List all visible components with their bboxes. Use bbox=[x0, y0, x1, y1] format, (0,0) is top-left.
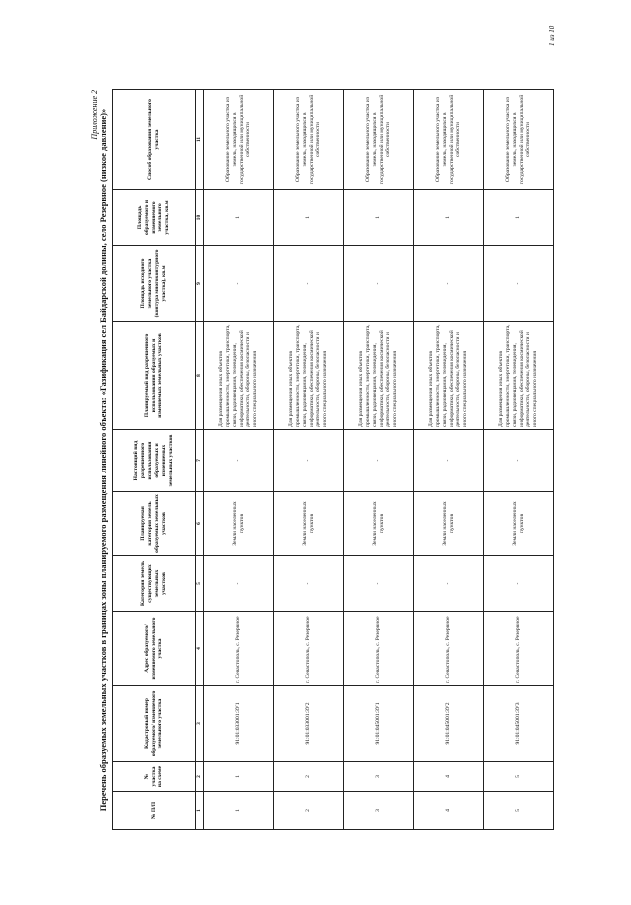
cell-scheme-no: 4 bbox=[414, 762, 484, 792]
column-number: 9 bbox=[196, 246, 204, 322]
column-header: Адрес образуемого/ изменяемого земельного участка bbox=[113, 612, 196, 686]
table-row bbox=[204, 90, 274, 830]
cell-area-new: 1 bbox=[484, 190, 554, 246]
cell-area-new: 1 bbox=[414, 190, 484, 246]
cell-category-planned: Земли населенных пунктов bbox=[344, 492, 414, 556]
cell-address: г. Севастополь, с. Резервное bbox=[274, 612, 344, 686]
cell-use-current: - bbox=[204, 430, 274, 492]
cell-area-new: 1 bbox=[274, 190, 344, 246]
column-header: № участка на схеме bbox=[113, 762, 196, 792]
column-header: Планируемая категория земель образуемых земельных участков bbox=[113, 492, 196, 556]
cell-cadastral: 91:01:045001:ЗУ3 bbox=[484, 686, 554, 762]
table-row bbox=[414, 90, 484, 830]
column-number: 6 bbox=[196, 492, 204, 556]
column-number: 8 bbox=[196, 322, 204, 430]
cell-area-new: 1 bbox=[204, 190, 274, 246]
cell-no: 4 bbox=[414, 792, 484, 830]
column-header: Категория земель существующих земельных участков bbox=[113, 556, 196, 612]
cell-area-source: - bbox=[204, 246, 274, 322]
cell-use-current: - bbox=[274, 430, 344, 492]
cell-no: 3 bbox=[344, 792, 414, 830]
cell-scheme-no: 5 bbox=[484, 762, 554, 792]
cell-category-planned: Земли населенных пунктов bbox=[274, 492, 344, 556]
cell-use-planned: Для размещения иных объектов промышленности, энергетики, транспорта, связи, радиовещания, телевидения, информатики, обеспечения космической деятельности, обороны, безопасности и иного специального назначения bbox=[414, 322, 484, 430]
cell-area-source: - bbox=[344, 246, 414, 322]
rotated-sheet bbox=[90, 90, 539, 830]
cell-address: г. Севастополь, с. Резервное bbox=[414, 612, 484, 686]
cell-use-planned: Для размещения иных объектов промышленности, энергетики, транспорта, связи, радиовещания, телевидения, информатики, обеспечения космической деятельности, обороны, безопасности и иного специального назначения bbox=[204, 322, 274, 430]
cell-category-planned: Земли населенных пунктов bbox=[414, 492, 484, 556]
cell-category-existing: - bbox=[484, 556, 554, 612]
cell-use-current: - bbox=[344, 430, 414, 492]
cell-use-current: - bbox=[484, 430, 554, 492]
table-row bbox=[344, 90, 414, 830]
column-number: 4 bbox=[196, 612, 204, 686]
cell-category-existing: - bbox=[274, 556, 344, 612]
cell-area-source: - bbox=[274, 246, 344, 322]
cell-method: Образование земельного участка из земель, находящихся в государственной или муниципальной собственности bbox=[484, 90, 554, 190]
cell-scheme-no: 1 bbox=[204, 762, 274, 792]
cell-category-planned: Земли населенных пунктов bbox=[204, 492, 274, 556]
page-number: 1 из 10 bbox=[548, 25, 556, 46]
cell-scheme-no: 3 bbox=[344, 762, 414, 792]
cell-no: 2 bbox=[274, 792, 344, 830]
cell-use-planned: Для размещения иных объектов промышленности, энергетики, транспорта, связи, радиовещания, телевидения, информатики, обеспечения космической деятельности, обороны, безопасности и иного специального назначения bbox=[344, 322, 414, 430]
column-number: 11 bbox=[196, 90, 204, 190]
document-title: Перечень образуемых земельных участков в границах зоны планируемого размещения линейного объекта: «Газификация сел Байдарской долины, село Резервное (низкое давление)» bbox=[98, 108, 108, 812]
annex-label: Приложение 2 bbox=[90, 90, 99, 140]
cell-address: г. Севастополь, с. Резервное bbox=[484, 612, 554, 686]
cell-area-source: - bbox=[414, 246, 484, 322]
cell-cadastral: 91:01:045001:ЗУ1 bbox=[344, 686, 414, 762]
cell-method: Образование земельного участка из земель, находящихся в государственной или муниципальной собственности bbox=[204, 90, 274, 190]
column-number: 2 bbox=[196, 762, 204, 792]
cell-use-current: - bbox=[414, 430, 484, 492]
column-header: Площадь образуемого и изменяемого земельного участка, кв.м bbox=[113, 190, 196, 246]
column-number: 5 bbox=[196, 556, 204, 612]
table-row bbox=[274, 90, 344, 830]
column-header: Настоящий вид разрешенного использования образуемых и изменяемых земельных участков bbox=[113, 430, 196, 492]
cell-area-source: - bbox=[484, 246, 554, 322]
cell-area-new: 1 bbox=[344, 190, 414, 246]
column-number: 7 bbox=[196, 430, 204, 492]
table-row bbox=[484, 90, 554, 830]
cell-category-existing: - bbox=[414, 556, 484, 612]
column-number: 1 bbox=[196, 792, 204, 830]
cell-use-planned: Для размещения иных объектов промышленности, энергетики, транспорта, связи, радиовещания, телевидения, информатики, обеспечения космической деятельности, обороны, безопасности и иного специального назначения bbox=[274, 322, 344, 430]
cell-method: Образование земельного участка из земель, находящихся в государственной или муниципальной собственности bbox=[414, 90, 484, 190]
cell-address: г. Севастополь, с. Резервное bbox=[344, 612, 414, 686]
cell-cadastral: 91:01:033001:ЗУ1 bbox=[204, 686, 274, 762]
parcels-table bbox=[112, 89, 554, 830]
cell-method: Образование земельного участка из земель, находящихся в государственной или муниципальной собственности bbox=[344, 90, 414, 190]
cell-scheme-no: 2 bbox=[274, 762, 344, 792]
column-header: Кадастровый номер образуемого/ изменяемого земельного участка bbox=[113, 686, 196, 762]
cell-category-planned: Земли населенных пунктов bbox=[484, 492, 554, 556]
column-number: 3 bbox=[196, 686, 204, 762]
column-number-row bbox=[196, 90, 204, 830]
cell-method: Образование земельного участка из земель, находящихся в государственной или муниципальной собственности bbox=[274, 90, 344, 190]
cell-category-existing: - bbox=[204, 556, 274, 612]
column-header: Способ образования земельного участка bbox=[113, 90, 196, 190]
cell-address: г. Севастополь, с. Резервное bbox=[204, 612, 274, 686]
column-header: Планируемый вид разрешенного использования образуемых и изменяемых земельных участков bbox=[113, 322, 196, 430]
cell-no: 1 bbox=[204, 792, 274, 830]
cell-cadastral: 91:01:045001:ЗУ2 bbox=[414, 686, 484, 762]
column-header: № П/П bbox=[113, 792, 196, 830]
cell-no: 5 bbox=[484, 792, 554, 830]
table-header-row bbox=[113, 90, 196, 830]
cell-use-planned: Для размещения иных объектов промышленности, энергетики, транспорта, связи, радиовещания, телевидения, информатики, обеспечения космической деятельности, обороны, безопасности и иного специального назначения bbox=[484, 322, 554, 430]
column-header: Площадь исходного земельного участка (контура многоконтурного участка), кв.м bbox=[113, 246, 196, 322]
cell-category-existing: - bbox=[344, 556, 414, 612]
column-number: 10 bbox=[196, 190, 204, 246]
cell-cadastral: 91:01:033001:ЗУ2 bbox=[274, 686, 344, 762]
